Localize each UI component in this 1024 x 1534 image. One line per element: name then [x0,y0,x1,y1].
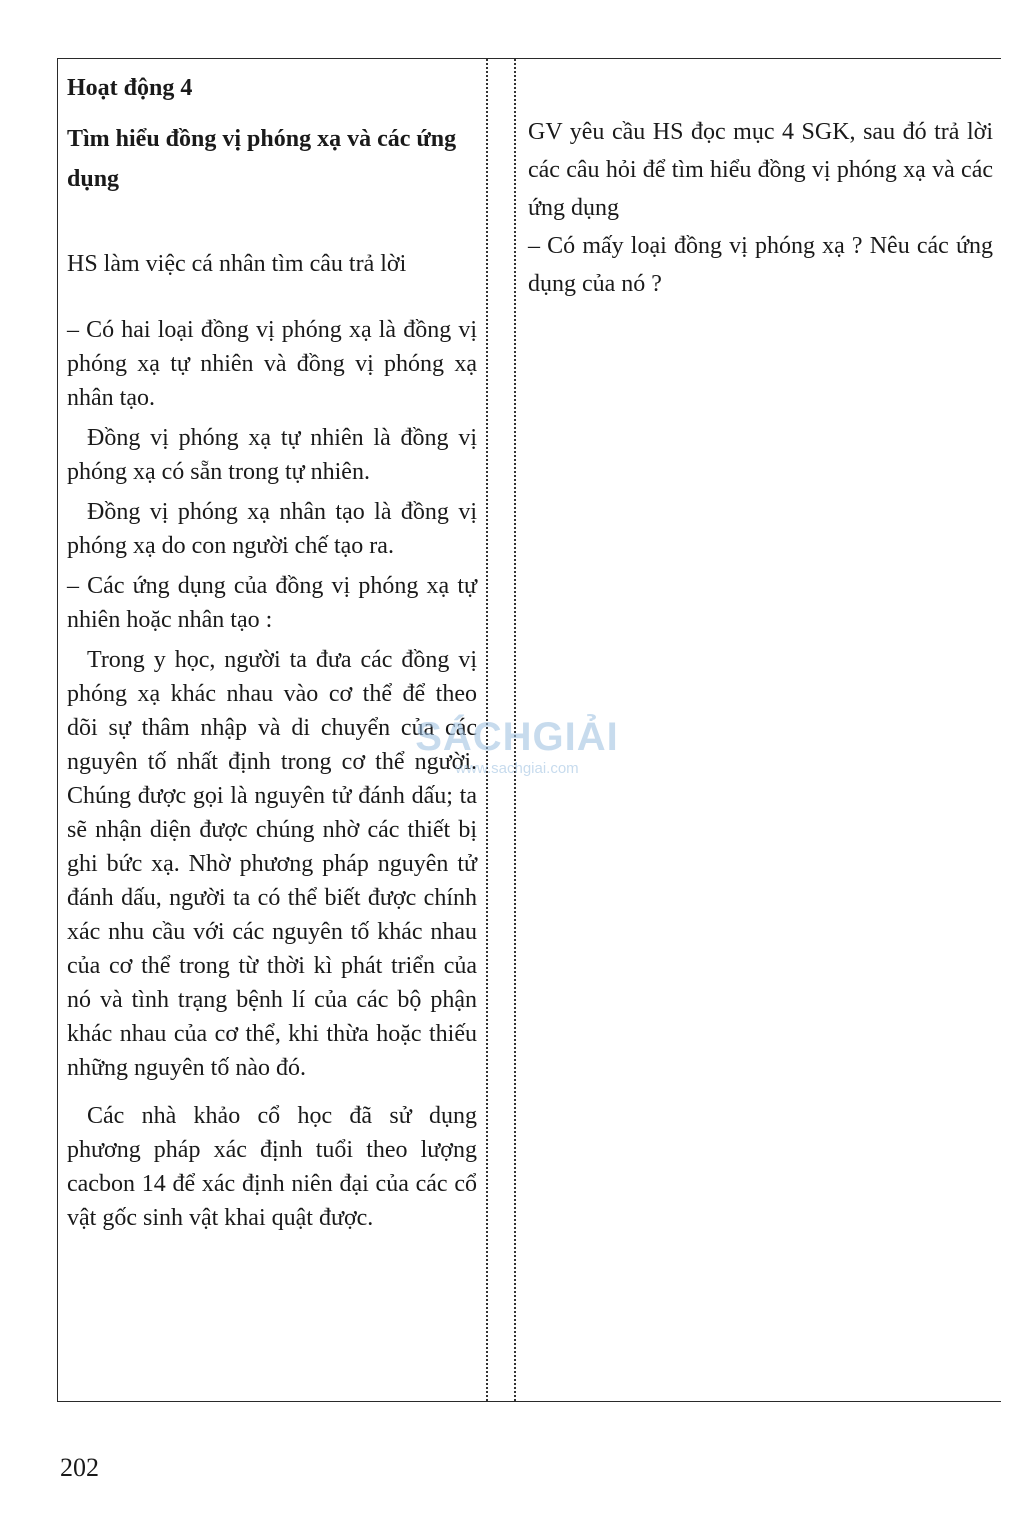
teacher-activity-column [528,113,993,303]
page-number: 202 [60,1453,99,1482]
answer-paragraph: Đồng vị phóng xạ nhân tạo là đồng vị phóng xạ do con người chế tạo ra. [67,499,477,559]
watermark-url: www.sachgiai.com [455,760,579,777]
student-intro: HS làm việc cá nhân tìm câu trả lời [67,251,407,277]
answer-paragraph: Các nhà khảo cổ học đã sử dụng phương pháp xác định tuổi theo lượng cacbon 14 để xác định niên đại của các cổ vật gốc sinh vật khai quật được. [67,1103,477,1231]
answer-paragraph: Đồng vị phóng xạ tự nhiên là đồng vị phóng xạ có sẵn trong tự nhiên. [67,425,477,485]
answer-paragraph: – Các ứng dụng của đồng vị phóng xạ tự nhiên hoặc nhân tạo : [67,573,477,633]
activity-title: Tìm hiểu đồng vị phóng xạ và các ứng dụng [67,126,457,192]
teacher-question: – Có mấy loại đồng vị phóng xạ ? Nêu các ứng dụng của nó ? [528,233,993,297]
answer-paragraph: – Có hai loại đồng vị phóng xạ là đồng vị phóng xạ tự nhiên và đồng vị phóng xạ nhân tạo. [67,317,477,411]
teacher-instruction: GV yêu cầu HS đọc mục 4 SGK, sau đó trả lời các câu hỏi để tìm hiểu đồng vị phóng xạ và các ứng dụng [528,119,993,221]
watermark [412,715,622,777]
student-activity-column [67,71,477,1235]
activity-heading: Hoạt động 4 [67,75,193,101]
watermark-brand: SÁCHGIẢI [415,715,619,759]
answer-paragraph: Trong y học, người ta đưa các đồng vị phóng xạ khác nhau vào cơ thể để theo dõi sự thâm nhập và di chuyển của các nguyên tố nhất định trong cơ thể người. Chúng được gọi là nguyên tử đánh dấu; ta sẽ nhận diện được chúng nhờ các thiết bị ghi bức xạ. Nhờ phương pháp nguyên tử đánh dấu, người ta có thể biết được chính xác nhu cầu với các nguyên tố khác nhau của cơ thể trong từ thời kì phát triển của nó và tình trạng bệnh lí của các bộ phận khác nhau của cơ thể, khi thừa hoặc thiếu những nguyên tố nào đó. [67,647,477,1081]
